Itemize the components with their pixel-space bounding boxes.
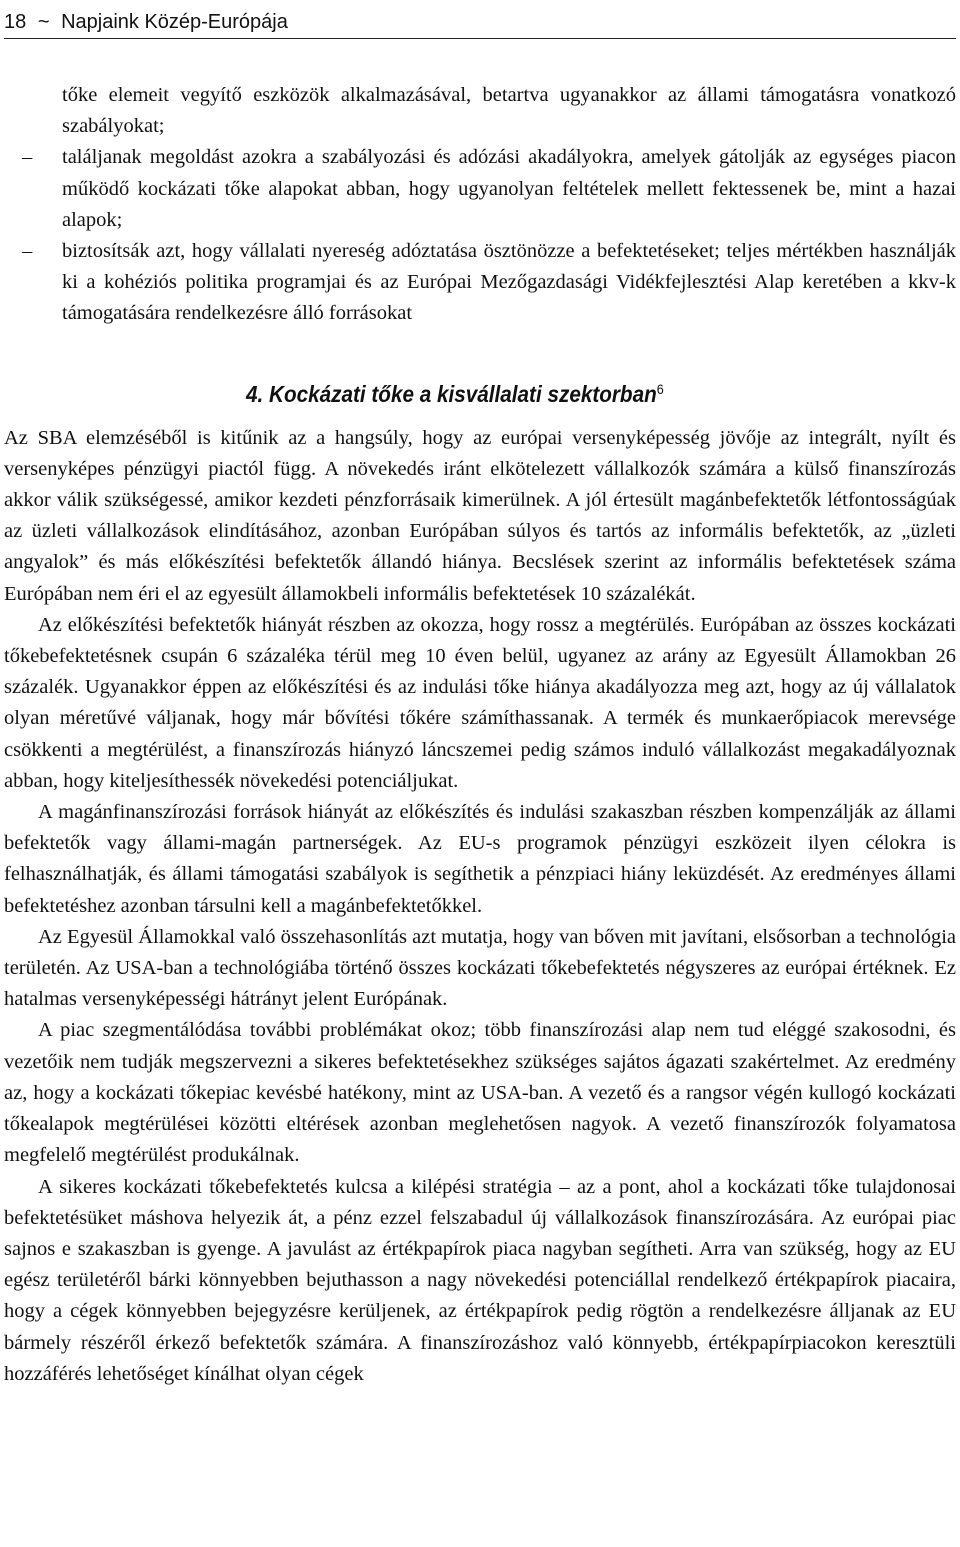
paragraph: Az Egyesül Államokkal való összehasonlítás azt mutatja, hogy van bőven mit javítani, elsősorban a technológia területén. Az USA-ban a technológiába történő összes kockázati tőkebefektetés négyszeres az európai értéknek. Ez hatalmas versenyképességi hátrányt jelent Európának.	[4, 925, 956, 1011]
page-number: 18	[4, 11, 27, 33]
running-header	[4, 8, 956, 39]
footnote-reference: 6	[656, 380, 664, 397]
paragraph: A magánfinanszírozási források hiányát az előkészítés és indulási szakaszban részben kompenzálják az állami befektetők vagy állami-magán partnerségek. Az EU-s programok pénzügyi eszközeit ilyen célokra is felhasználhatják, és állami támogatási szabályok is segíthetik a pénzpiaci hiány leküzdését. Az eredményes állami befektetéshez azonban társulni kell a magánbefektetőkkel.	[4, 801, 956, 917]
paragraph: Az előkészítési befektetők hiányát részben az okozza, hogy rossz a megtérülés. Európában az összes kockázati tőkebefektetésnek csupán 6 százaléka térül meg 10 éven belül, ugyanez az arány az Egyesült Államokban 26 százalék. Ugyanakkor éppen az előkészítési és az indulási tőke hiánya akadályozza meg azt, hogy az új vállalatok olyan méretűvé váljanak, hogy már bővítési tőkére számíthassanak. A termék és munkaerőpiacok merevsége csökkenti a megtérülést, a finanszírozás hiányzó láncszemei pedig számos induló vállalkozást megakadályoznak abban, hogy kiteljesíthessék növekedési potenciáljukat.	[4, 613, 956, 792]
recommendation-list	[4, 80, 956, 330]
section-heading	[28, 372, 885, 411]
list-item: tőke elemeit vegyítő eszközök alkalmazásával, betartva ugyanakkor az állami támogatásra vonatkozó szabályokat;	[62, 84, 956, 138]
paragraph: A piac szegmentálódása további problémákat okoz; több finanszírozási alap nem tud eléggé szakosodni, és vezetőik nem tudják megszervezni a sikeres befektetésekhez szükséges sajátos ágazati szakértelmet. Az eredmény az, hogy a kockázati tőkepiac kevésbé hatékony, mint az USA-ban. A vezető és a rangsor végén kullogó kockázati tőkealapok megtérülései közötti eltérések azonban meglehetősen nagyok. A vezető finanszírozók folyamatosa megfelelő megtérülést produkálnak.	[4, 1019, 956, 1167]
list-item: – találjanak megoldást azokra a szabályozási és adózási akadályokra, amelyek gátolják az egységes piacon működő kockázati tőke alapokat abban, hogy ugyanolyan feltételek mellett fektessenek be, mint a hazai alapok;	[4, 142, 956, 236]
header-separator: ~	[37, 11, 50, 33]
book-title: Napjaink Közép-Európája	[61, 11, 288, 33]
paragraph: A sikeres kockázati tőkebefektetés kulcsa a kilépési stratégia – az a pont, ahol a kockázati tőke tulajdonosai befektetésüket máshova helyezik át, a pénz ezzel felszabadul új vállalkozások finanszírozására. Az európai piac sajnos e szakaszban is gyenge. A javulást az értékpapírok piaca nagyban segítheti. Arra van szükség, hogy az EU egész területéről bárki könnyebben bejuthasson a nagy növekedési potenciállal rendelkező értékpapírok piacaira, hogy a cégek könnyebben bejegyzésre kerüljenek, az értékpapírok pedig rögtön a rendelkezésre álljanak az EU bármely részéről érkező befektetők számára. A finanszírozáshoz való könnyebb, értékpapírpiacokon keresztüli hozzáférés lehetőséget kínálhat olyan cégek	[4, 1175, 956, 1385]
section-heading-text: 4. Kockázati tőke a kisvállalati szektorban	[246, 380, 657, 407]
list-item: – biztosítsák azt, hogy vállalati nyereség adóztatása ösztönözze a befektetéseket; teljes mértékben használják ki a kohéziós politika programjai és az Európai Mezőgazdasági Vidékfejlesztési Alap keretében a kkv-k támogatására rendelkezésre álló forrásokat	[4, 236, 956, 330]
page-body	[4, 80, 956, 1390]
paragraph: Az SBA elemzéséből is kitűnik az a hangsúly, hogy az európai versenyképesség jövője az integrált, nyílt és versenyképes pénzügyi piactól függ. A növekedés iránt elkötelezett vállalkozók számára a külső finanszírozás akkor válik szükségessé, amikor kezdeti pénzforrásaik kimerülnek. A jól értesült magánbefektetők létfontosságúak az üzleti vállalkozások elindításához, azonban Európában súlyos és tartós az informális befektetők, az „üzleti angyalok” és más előkészítési befektetők állandó hiánya. Becslések szerint az informális befektetések száma Európában nem éri el az egyesült államokbeli informális befektetések 10 százalékát.	[4, 426, 956, 605]
